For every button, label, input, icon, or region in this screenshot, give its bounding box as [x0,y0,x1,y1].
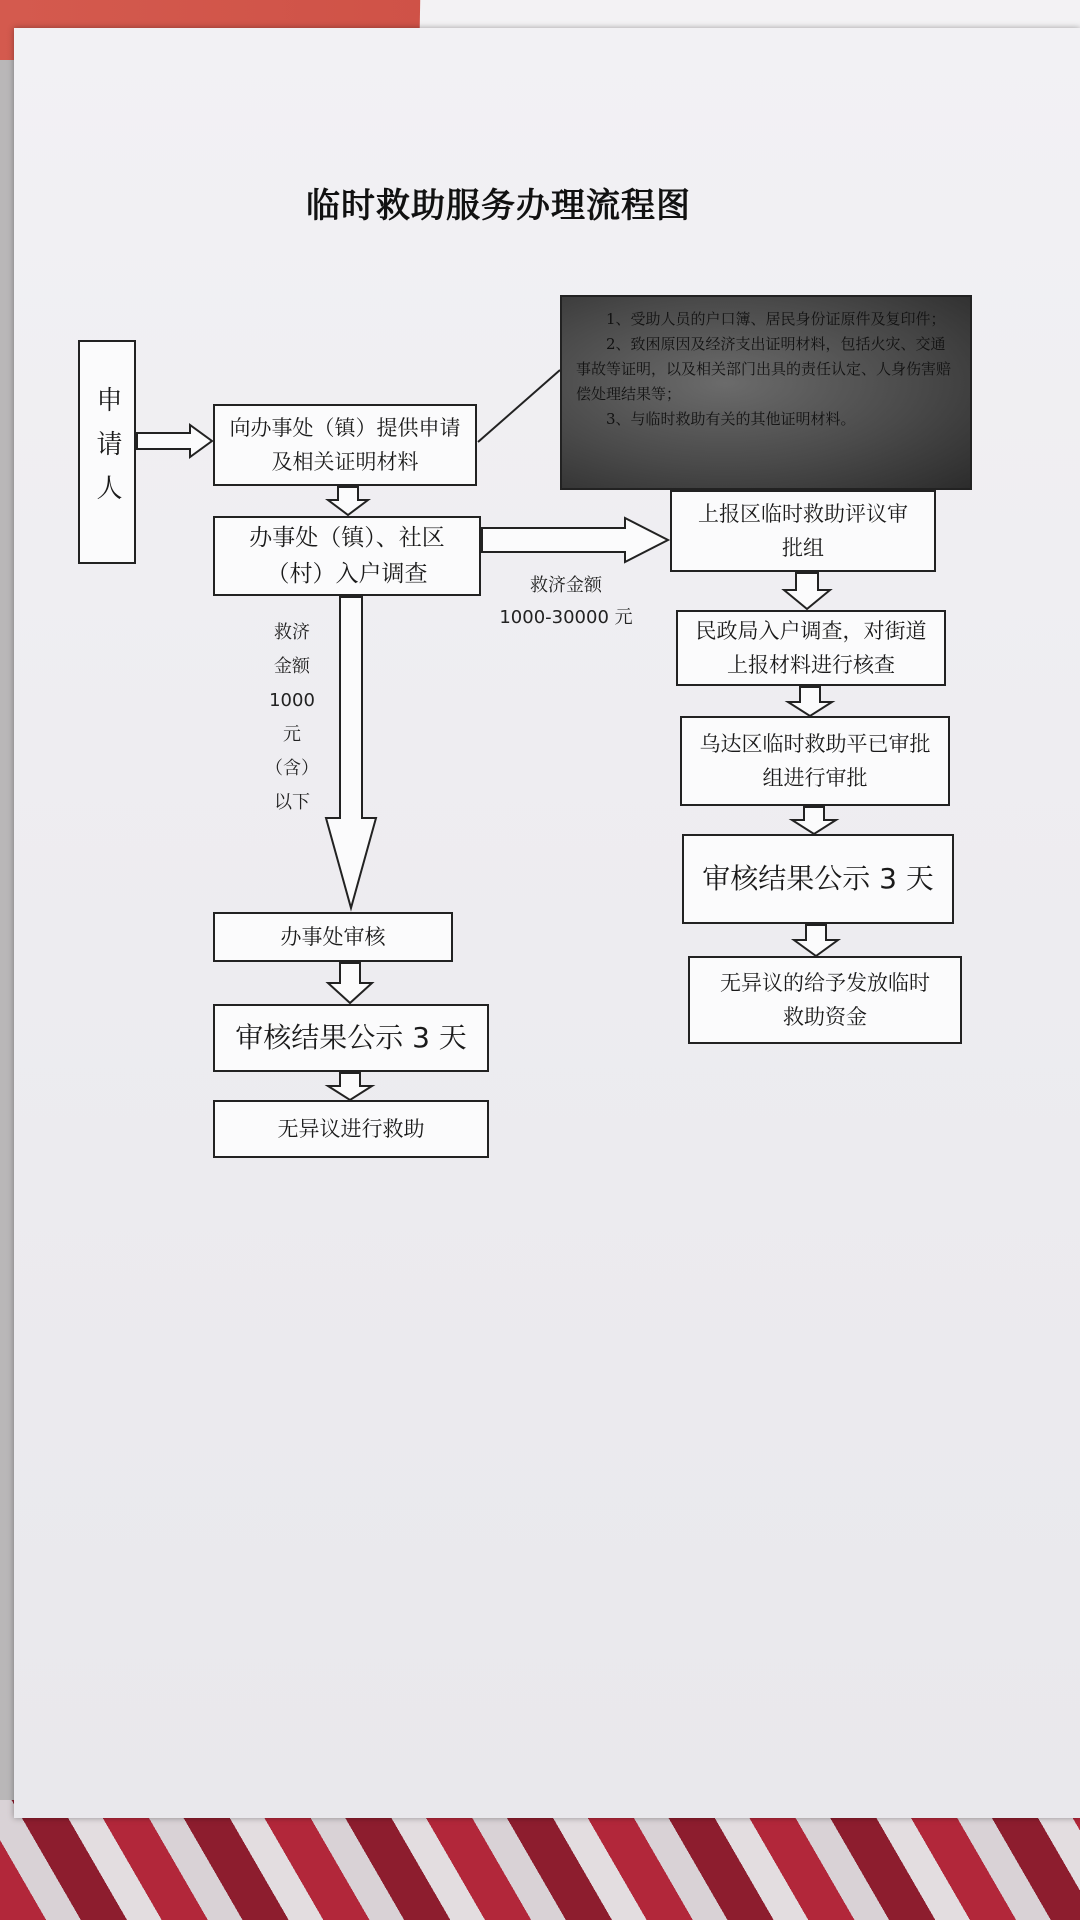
document-title: 临时救助服务办理流程图 [306,186,691,226]
publicity-left-text: 审核结果公示 3 天 [235,1021,467,1054]
material-item: 1、受助人员的户口簿、居民身份证原件及复印件； [606,310,946,328]
amount-right-title: 救济金额 [530,575,602,596]
aid-right-text: 无异议的给予发放临时救助资金 [720,971,930,1029]
arrow-right-icon [137,425,212,457]
amount-left-line: 救济 [274,622,310,643]
amount-left-line: 以下 [274,792,310,813]
amount-left-line: （含） [265,758,319,779]
callout-line [478,370,560,442]
arrow-down-icon [328,963,372,1003]
material-item: 2、致困原因及经济支出证明材料，包括火灾、交通事故等证明，以及相关部门出具的责任认定、人身伤害赔偿处理结果等； [576,335,952,403]
apply-step-text: 向办事处（镇）提供申请及相关证明材料 [229,416,461,474]
applicant-label: 申请人 [92,386,122,518]
arrow-down-icon [328,487,368,515]
material-item: 3、与临时救助有关的其他证明材料。 [606,410,856,428]
amount-right-range: 1000-30000 元 [499,607,633,628]
arrow-down-icon [794,925,838,956]
civil-bureau-text: 民政局入户调查，对街道上报材料进行核查 [695,619,927,677]
amount-left-line: 金额 [274,656,310,677]
report-district-text: 上报区临时救助评议审批组 [698,502,908,560]
survey-step-text: 办事处（镇）、社区（村）入户调查 [249,525,445,587]
arrow-right-icon [482,518,668,562]
office-review-text: 办事处审核 [280,925,386,949]
arrow-down-icon [788,687,832,716]
aid-left-text: 无异议进行救助 [277,1117,425,1141]
arrow-down-icon [328,1073,372,1100]
arrow-down-icon [784,573,830,609]
amount-left-line: 1000 [269,690,315,711]
amount-left-line: 元 [283,724,301,745]
district-approval-text: 乌达区临时救助平已审批组进行审批 [699,732,931,790]
arrow-down-icon [326,597,376,908]
publicity-right-text: 审核结果公示 3 天 [702,862,934,895]
arrow-down-icon [792,807,836,834]
